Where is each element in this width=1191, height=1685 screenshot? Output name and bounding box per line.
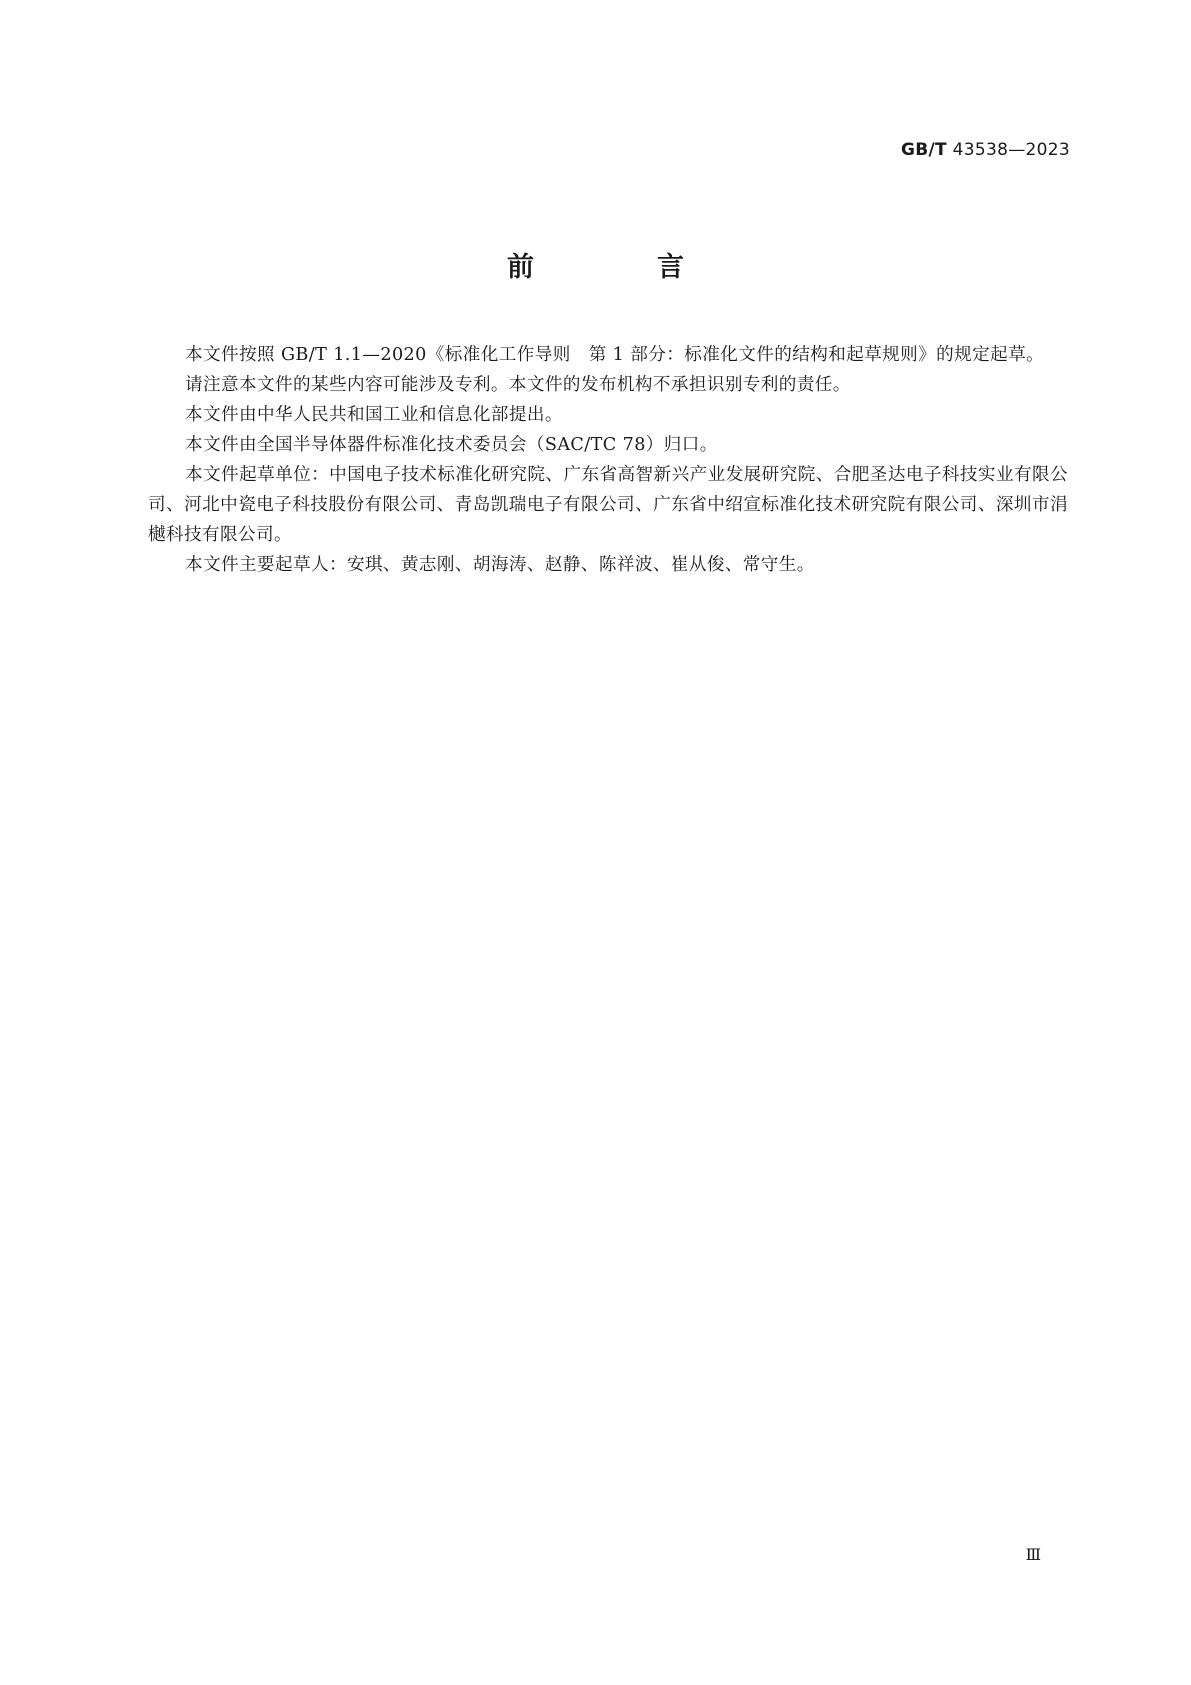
paragraph-proposer: 本文件由中华人民共和国工业和信息化部提出。 (185, 405, 563, 425)
page-number: Ⅲ (1025, 1545, 1041, 1564)
foreword-body (148, 340, 1068, 580)
paragraph-drafting-rules: 本文件按照 GB/T 1.1—2020《标准化工作导则 第 1 部分：标准化文件的结构和起草规则》的规定起草。 (185, 345, 1045, 365)
paragraph-technical-committee: 本文件由全国半导体器件标准化技术委员会（SAC/TC 78）归口。 (185, 435, 718, 455)
standard-number: 43538—2023 (952, 140, 1070, 160)
paragraph-drafters: 本文件主要起草人：安琪、黄志刚、胡海涛、赵静、陈祥波、崔从俊、常守生。 (185, 555, 815, 575)
paragraph-drafting-units: 本文件起草单位：中国电子技术标准化研究院、广东省高智新兴产业发展研究院、合肥圣达电子科技实业有限公司、河北中瓷电子科技股份有限公司、青岛凯瑞电子有限公司、广东省中绍宣标准化技术研究院有限公司、深圳市涓樾科技有限公司。 (148, 465, 1068, 545)
document-code (901, 140, 1070, 160)
paragraph-patent-notice: 请注意本文件的某些内容可能涉及专利。本文件的发布机构不承担识别专利的责任。 (185, 375, 851, 395)
page-title: 前 言 (507, 252, 732, 283)
standard-prefix: GB/T (901, 140, 947, 160)
